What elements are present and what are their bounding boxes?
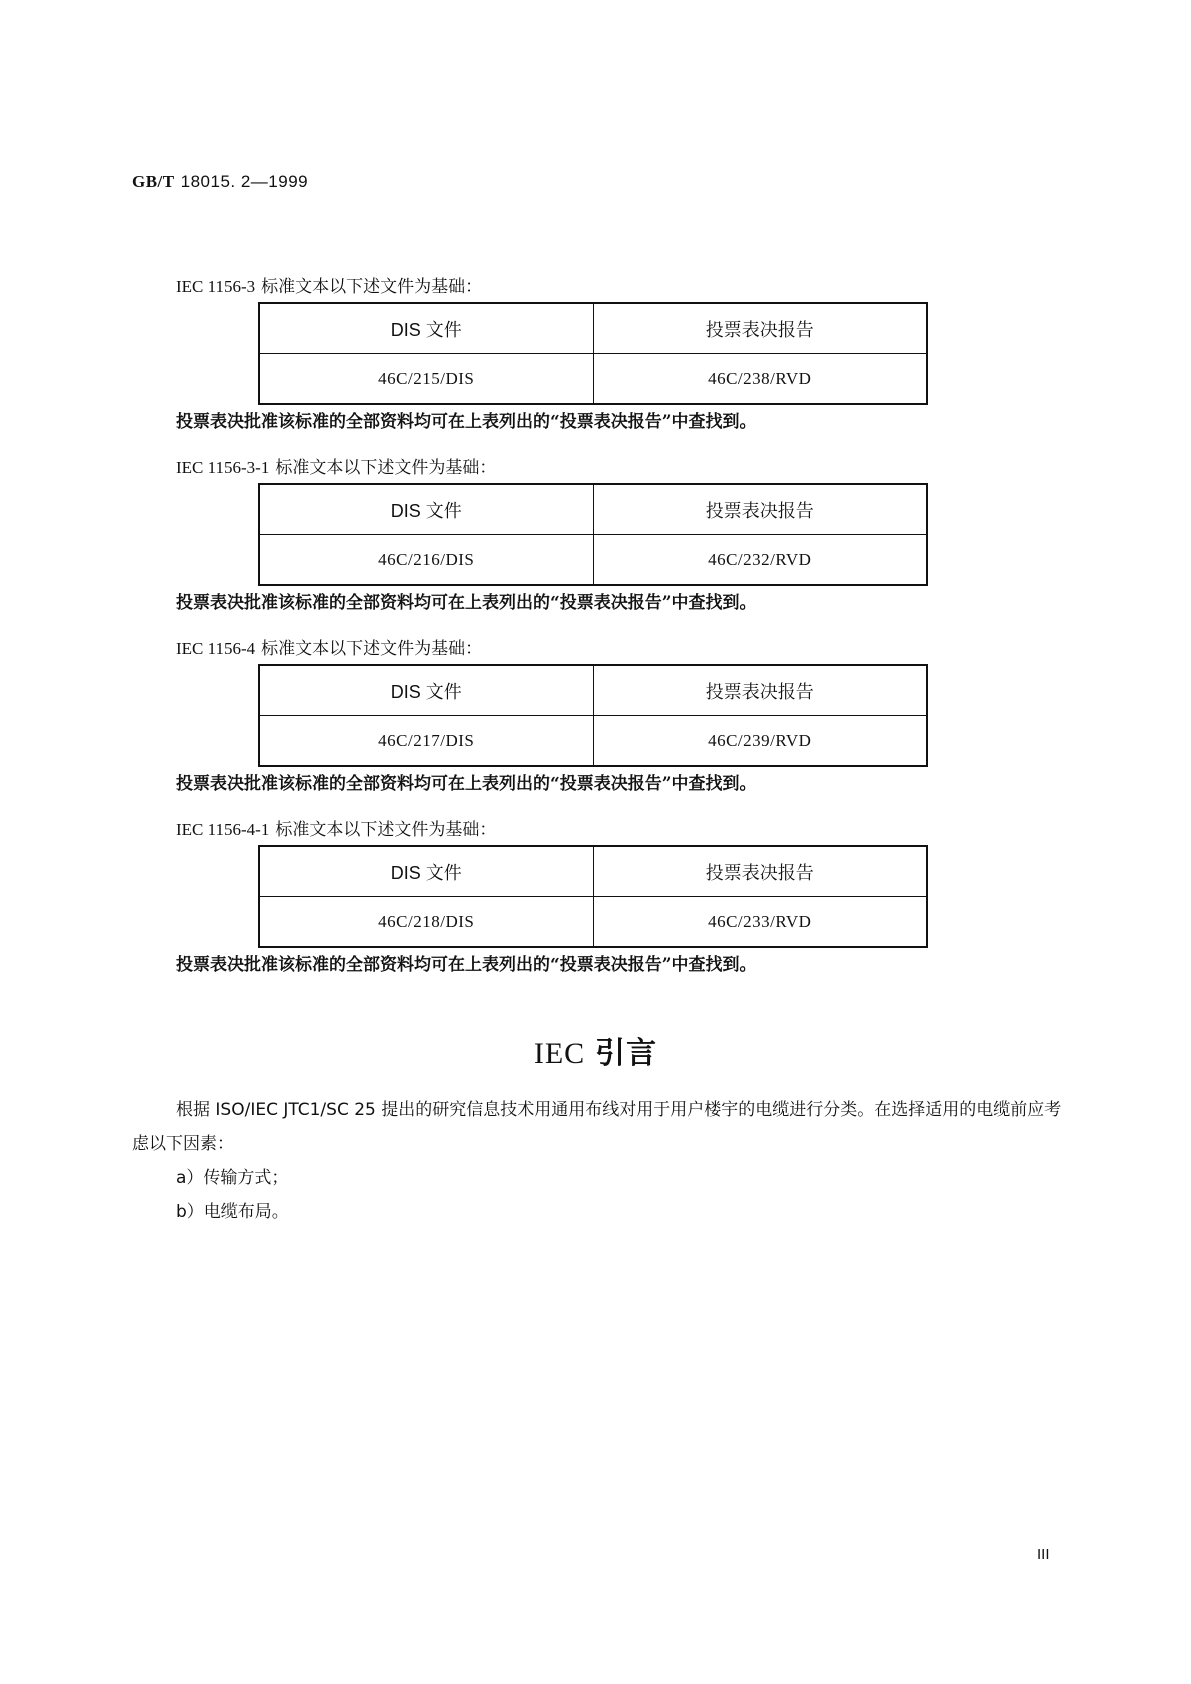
document-block-3 <box>176 634 936 799</box>
iec-code: IEC 1156-4-1 <box>176 820 270 839</box>
document-table <box>258 845 928 948</box>
dis-header: DIS 文件 <box>259 665 593 716</box>
table-row <box>259 354 927 405</box>
iec-code: IEC 1156-4 <box>176 639 256 658</box>
document-table <box>258 664 928 767</box>
basis-text: 标准文本以下述文件为基础： <box>261 639 483 659</box>
dis-header: DIS 文件 <box>259 846 593 897</box>
dis-header: DIS 文件 <box>259 303 593 354</box>
rvd-value: 46C/238/RVD <box>593 354 927 405</box>
basis-text: 标准文本以下述文件为基础： <box>275 820 497 840</box>
standard-prefix: GB/T <box>132 172 175 191</box>
section-heading <box>0 1028 1191 1072</box>
rvd-header: 投票表决报告 <box>593 303 927 354</box>
rvd-header: 投票表决报告 <box>593 846 927 897</box>
standard-code: 18015. 2—1999 <box>180 172 309 191</box>
basis-text: 标准文本以下述文件为基础： <box>261 277 483 297</box>
dis-value: 46C/218/DIS <box>259 897 593 948</box>
heading-en: IEC <box>533 1037 586 1070</box>
dis-value: 46C/215/DIS <box>259 354 593 405</box>
document-block-4 <box>176 815 936 980</box>
document-block-2 <box>176 453 936 618</box>
rvd-value: 46C/233/RVD <box>593 897 927 948</box>
table-row <box>259 897 927 948</box>
voting-note: 投票表决批准该标准的全部资料均可在上表列出的“投票表决报告”中查找到。 <box>176 955 757 975</box>
rvd-header: 投票表决报告 <box>593 484 927 535</box>
intro-body <box>132 1093 1062 1229</box>
table-row <box>259 716 927 767</box>
voting-note: 投票表决批准该标准的全部资料均可在上表列出的“投票表决报告”中查找到。 <box>176 412 757 432</box>
rvd-value: 46C/232/RVD <box>593 535 927 586</box>
voting-note: 投票表决批准该标准的全部资料均可在上表列出的“投票表决报告”中查找到。 <box>176 774 757 794</box>
voting-note: 投票表决批准该标准的全部资料均可在上表列出的“投票表决报告”中查找到。 <box>176 593 757 613</box>
intro-paragraph: 根据 ISO/IEC JTC1/SC 25 提出的研究信息技术用通用布线对用于用户楼宇的电缆进行分类。在选择适用的电缆前应考虑以下因素： <box>132 1100 1062 1154</box>
document-block-1 <box>176 272 936 437</box>
rvd-header: 投票表决报告 <box>593 665 927 716</box>
basis-line <box>176 634 936 664</box>
basis-line <box>176 453 936 483</box>
page-number: III <box>1037 1546 1050 1563</box>
basis-line <box>176 272 936 302</box>
table-header-row <box>259 665 927 716</box>
dis-value: 46C/216/DIS <box>259 535 593 586</box>
table-header-row <box>259 846 927 897</box>
table-header-row <box>259 484 927 535</box>
basis-line <box>176 815 936 845</box>
dis-header: DIS 文件 <box>259 484 593 535</box>
table-row <box>259 535 927 586</box>
list-item: b）电缆布局。 <box>176 1202 289 1222</box>
basis-text: 标准文本以下述文件为基础： <box>275 458 497 478</box>
rvd-value: 46C/239/RVD <box>593 716 927 767</box>
iec-code: IEC 1156-3 <box>176 277 256 296</box>
table-header-row <box>259 303 927 354</box>
list-item: a）传输方式； <box>176 1168 289 1188</box>
iec-code: IEC 1156-3-1 <box>176 458 270 477</box>
dis-value: 46C/217/DIS <box>259 716 593 767</box>
document-table <box>258 302 928 405</box>
standard-number <box>132 172 308 192</box>
document-table <box>258 483 928 586</box>
heading-zh: 引言 <box>595 1036 658 1071</box>
